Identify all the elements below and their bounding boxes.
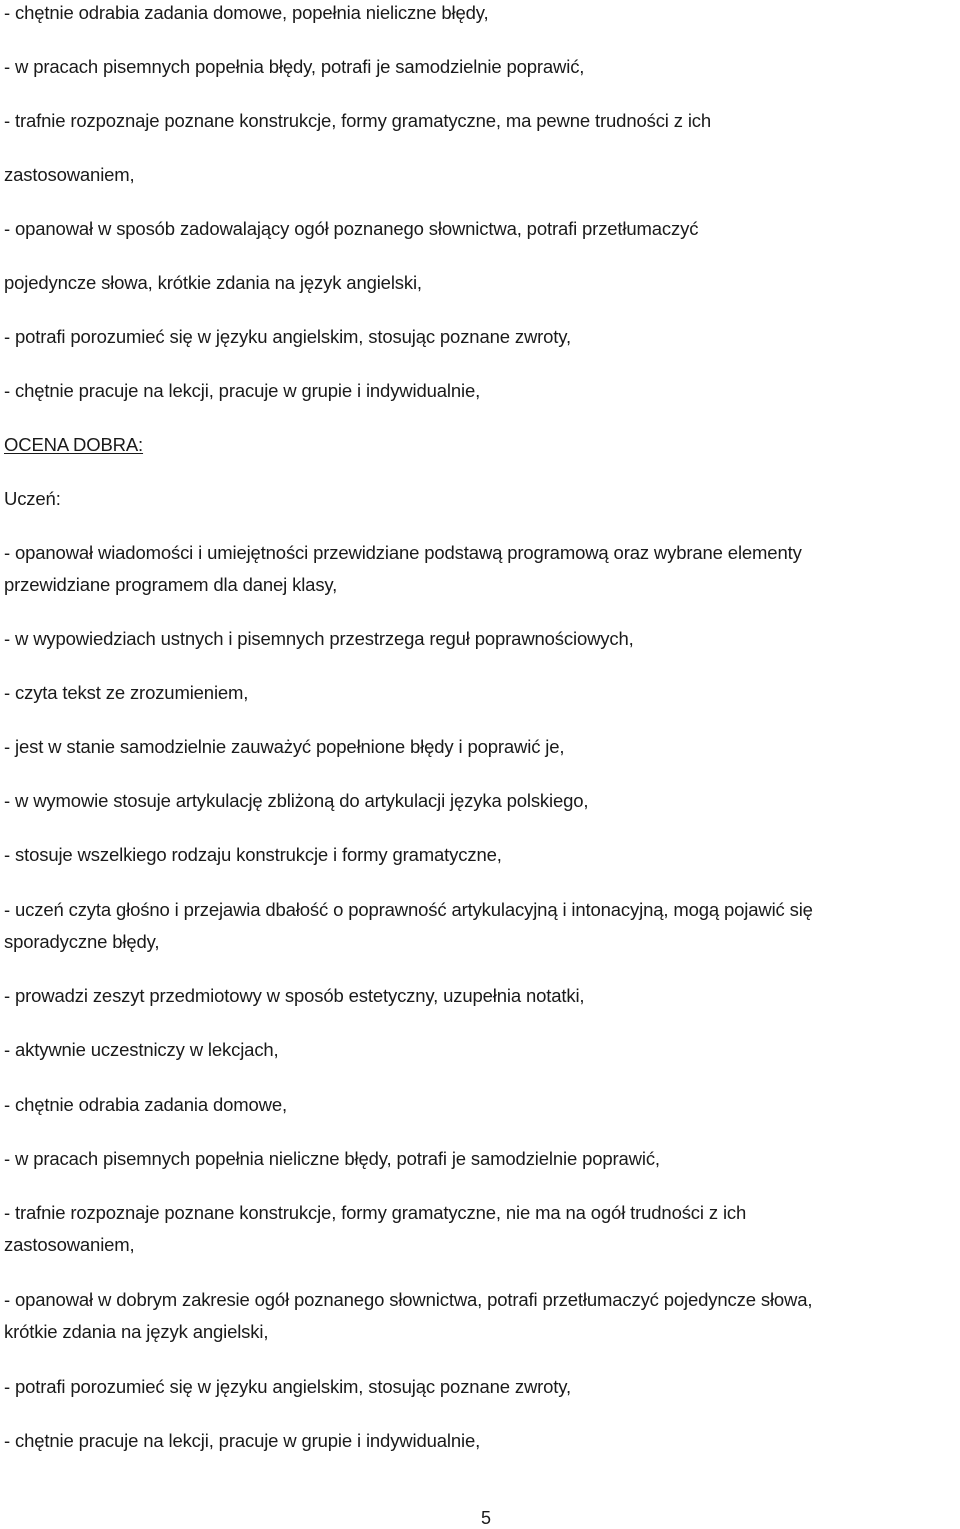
document-text-line: - trafnie rozpoznaje poznane konstrukcje, formy gramatyczne, ma pewne trudności z ich <box>4 110 712 131</box>
document-text-line: przewidziane programem dla danej klasy, <box>4 574 338 595</box>
document-text-line: - chętnie odrabia zadania domowe, popełnia nieliczne błędy, <box>4 2 489 23</box>
document-text-line: - potrafi porozumieć się w języku angielskim, stosując poznane zwroty, <box>4 1376 572 1397</box>
document-text-line: - chętnie pracuje na lekcji, pracuje w grupie i indywidualnie, <box>4 380 481 401</box>
document-text-line: - opanował w dobrym zakresie ogół poznanego słownictwa, potrafi przetłumaczyć pojedyncze słowa, <box>4 1289 813 1310</box>
document-text-line: sporadyczne błędy, <box>4 931 160 952</box>
document-text-line: - w wypowiedziach ustnych i pisemnych przestrzega reguł poprawnościowych, <box>4 628 634 649</box>
document-text-line: - uczeń czyta głośno i przejawia dbałość o poprawność artykulacyjną i intonacyjną, mogą pojawić się <box>4 899 813 920</box>
document-text-line: - w wymowie stosuje artykulację zbliżoną do artykulacji języka polskiego, <box>4 790 589 811</box>
document-text-line: zastosowaniem, <box>4 164 135 185</box>
document-text-line: - w pracach pisemnych popełnia nieliczne błędy, potrafi je samodzielnie poprawić, <box>4 1148 660 1169</box>
document-text-line: - opanował wiadomości i umiejętności przewidziane podstawą programową oraz wybrane elementy <box>4 542 802 563</box>
document-text-line: - trafnie rozpoznaje poznane konstrukcje, formy gramatyczne, nie ma na ogół trudności z ich <box>4 1202 747 1223</box>
document-text-line: - prowadzi zeszyt przedmiotowy w sposób estetyczny, uzupełnia notatki, <box>4 985 585 1006</box>
document-text-line: - potrafi porozumieć się w języku angielskim, stosując poznane zwroty, <box>4 326 572 347</box>
document-text-line: pojedyncze słowa, krótkie zdania na język angielski, <box>4 272 422 293</box>
document-text-line: - chętnie odrabia zadania domowe, <box>4 1094 288 1115</box>
document-text-line: - w pracach pisemnych popełnia błędy, potrafi je samodzielnie poprawić, <box>4 56 585 77</box>
document-text-line: - opanował w sposób zadowalający ogół poznanego słownictwa, potrafi przetłumaczyć <box>4 218 699 239</box>
document-text-line: - czyta tekst ze zrozumieniem, <box>4 682 249 703</box>
document-text-line: - stosuje wszelkiego rodzaju konstrukcje i formy gramatyczne, <box>4 844 502 865</box>
section-heading: OCENA DOBRA: <box>4 434 144 455</box>
document-text-line: zastosowaniem, <box>4 1234 135 1255</box>
document-text-line: - aktywnie uczestniczy w lekcjach, <box>4 1039 279 1060</box>
page-number: 5 <box>480 1508 491 1528</box>
document-text-line: krótkie zdania na język angielski, <box>4 1321 269 1342</box>
student-label: Uczeń: <box>4 488 61 509</box>
document-text-line: - jest w stanie samodzielnie zauważyć popełnione błędy i poprawić je, <box>4 736 565 757</box>
document-text-line: - chętnie pracuje na lekcji, pracuje w grupie i indywidualnie, <box>4 1430 481 1451</box>
